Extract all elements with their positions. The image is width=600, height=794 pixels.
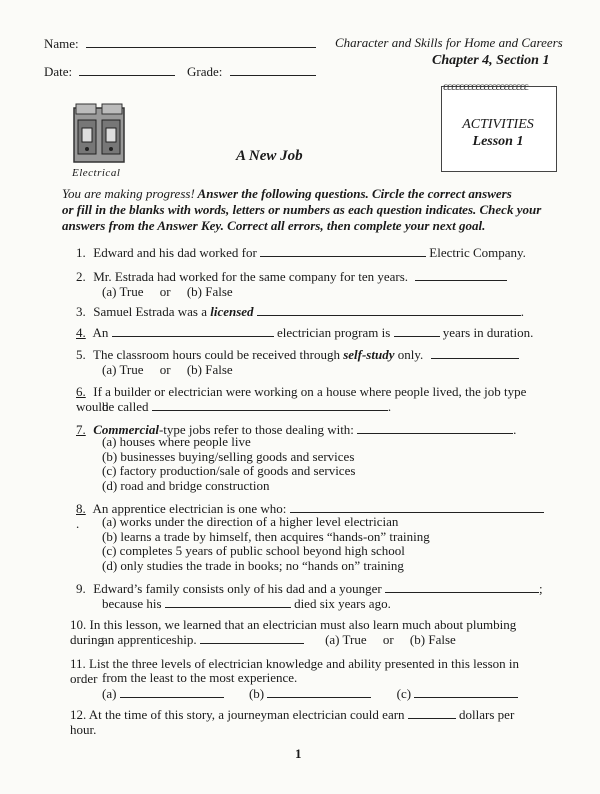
question-1: 1. Edward and his dad worked for Electric Company. [76, 245, 526, 260]
question-12: 12. At the time of this story, a journeyman electrician could earn dollars per hour. [70, 707, 515, 737]
q11-blank-b[interactable] [267, 686, 371, 698]
question-4: 4. An electrician program is years in duration. [76, 325, 534, 340]
q11-blank-c[interactable] [414, 686, 518, 698]
date-blank[interactable] [79, 64, 175, 76]
page-title: A New Job [236, 148, 303, 164]
date-label: Date: [44, 64, 73, 79]
chapter-label: Chapter 4, Section 1 [432, 53, 550, 68]
q8-option-c[interactable]: (c) completes 5 years of public school beyond high school [102, 543, 405, 558]
lesson-label: Lesson 1 [472, 134, 524, 149]
q8-option-d[interactable]: (d) only studies the trade in books; no “hands on” training [102, 557, 404, 573]
question-2: 2. Mr. Estrada had worked for the same company for ten years. [76, 269, 546, 284]
question-10: 10. In this lesson, we learned that an electrician must also learn much about plumbing during [70, 617, 517, 647]
intro-lead: You are making progress! [62, 186, 195, 201]
q7-option-d[interactable]: (d) road and bridge construction [102, 477, 270, 493]
intro-line2: or fill in the blanks with words, letters or numbers as each question indicates. Check your [62, 202, 542, 217]
question-9-cont: because his died six years ago. [102, 596, 391, 611]
q8-option-b[interactable]: (b) learns a trade by himself, then acquires “hands-on” training [102, 528, 430, 544]
q12-blank[interactable] [408, 707, 456, 719]
date-field[interactable] [44, 64, 175, 80]
page-number: 1 [295, 746, 302, 761]
question-8: 8. An apprentice electrician is one who: . [76, 501, 546, 531]
question-5: 5. The classroom hours could be received through self-study only. [76, 347, 546, 362]
intro-line3: answers from the Answer Key. Correct all errors, then complete your next goal. [62, 218, 486, 233]
activities-heading: ACTIVITIES [462, 117, 534, 132]
q9-blank-2[interactable] [165, 596, 291, 608]
question-11: 11. List the three levels of electrician knowledge and ability presented in this lesson in order [70, 656, 519, 686]
q2-options[interactable]: (a) True or (b) False [102, 284, 233, 299]
question-11-cont: from the least to the most experience. [102, 670, 298, 685]
q5-blank[interactable] [431, 347, 519, 359]
q4-blank-2[interactable] [394, 325, 440, 337]
question-10-cont: an apprenticeship. (a) True or (b) False [102, 632, 456, 647]
intro-rest: Answer the following questions. Circle the correct answers [194, 186, 512, 201]
question-9: 9. Edward’s family consists only of his dad and a younger ; [76, 581, 543, 596]
q4-blank-1[interactable] [112, 325, 274, 337]
q5-options[interactable]: (a) True or (b) False [102, 362, 233, 377]
q8-options [102, 515, 430, 573]
instructions [62, 186, 562, 234]
name-field[interactable] [44, 36, 316, 52]
q6-blank[interactable] [152, 399, 388, 411]
name-label: Name: [44, 36, 79, 51]
breaker-illustration [72, 102, 126, 168]
q2-blank[interactable] [415, 269, 507, 281]
question-3: 3. Samuel Estrada was a licensed . [76, 304, 525, 319]
illustration-caption: Electrical [72, 167, 121, 179]
question-6-cont: be called . [102, 399, 392, 414]
q7-options [102, 435, 355, 493]
question-11-answers: (a) (b) (c) [102, 686, 518, 702]
q7-option-b[interactable]: (b) businesses buying/selling goods and services [102, 448, 355, 464]
spiral-binding-icon: ɛɛɛɛɛɛɛɛɛɛɛɛɛɛɛɛɛɛɛɛɛ [443, 79, 528, 93]
grade-label: Grade: [187, 64, 223, 79]
q8-blank[interactable] [290, 501, 544, 513]
book-title: Character and Skills for Home and Careers [335, 35, 563, 50]
question-6: 6. If a builder or electrician were working on a house where people lived, the job type would [76, 384, 527, 414]
q9-blank-1[interactable] [385, 581, 539, 593]
q11-blank-a[interactable] [120, 686, 224, 698]
grade-field[interactable] [187, 64, 316, 80]
q7-blank[interactable] [357, 422, 513, 434]
q8-option-a[interactable]: (a) works under the direction of a higher level electrician [102, 514, 399, 529]
q10-options[interactable]: (a) True or (b) False [325, 632, 456, 647]
circuit-breaker-icon [72, 102, 126, 164]
q10-blank[interactable] [200, 632, 304, 644]
name-blank[interactable] [86, 36, 316, 48]
q7-option-a[interactable]: (a) houses where people live [102, 434, 251, 449]
q7-option-c[interactable]: (c) factory production/sale of goods and services [102, 463, 356, 478]
q3-blank[interactable] [257, 304, 521, 316]
question-7: 7. Commercial-type jobs refer to those dealing with: . [76, 422, 517, 437]
grade-blank[interactable] [230, 64, 316, 76]
q1-blank[interactable] [260, 245, 426, 257]
